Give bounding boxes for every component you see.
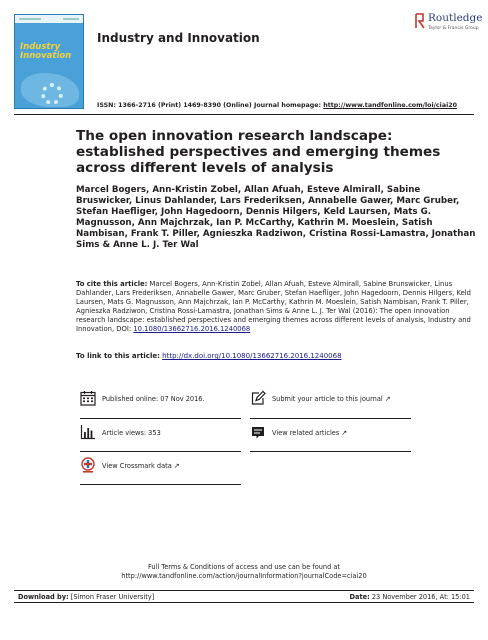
cover-title: Industry Innovation: [20, 42, 72, 61]
divider: [80, 484, 241, 485]
citation-block: [76, 280, 476, 333]
publisher-logo: [415, 12, 483, 36]
journal-cover-image: [14, 14, 84, 109]
crossmark-link[interactable]: [80, 457, 240, 479]
citation-label: To cite this article:: [76, 280, 148, 288]
divider: [250, 418, 411, 419]
article-title: The open innovation research landscape: established perspectives and emerging themes across different levels of analysis: [76, 128, 441, 176]
crossmark-icon: [80, 457, 96, 473]
related-articles-icon: [250, 424, 266, 440]
submit-article-link[interactable]: [250, 390, 410, 412]
terms-link[interactable]: http://www.tandfonline.com/action/journalInformation?journalCode=ciai20: [121, 572, 367, 580]
routledge-logo-icon: [415, 13, 425, 29]
crossmark-label: View Crossmark data: [102, 462, 172, 470]
download-date: Date: 23 November 2016, At: 15:01: [349, 593, 470, 601]
download-info: Download by: [Simon Fraser University]: [18, 593, 155, 601]
related-articles-label: View related articles: [272, 429, 340, 437]
journal-name[interactable]: Industry and Innovation: [97, 31, 260, 45]
published-info: [80, 390, 240, 412]
link-label: To link to this article:: [76, 352, 160, 360]
divider: [250, 451, 411, 452]
calendar-icon: [80, 390, 96, 406]
divider: [80, 418, 241, 419]
publisher-sub: Taylor & Francis Group: [428, 26, 479, 31]
issn-line: ISSN: 1366-2716 (Print) 1469-8390 (Online) Journal homepage: http://www.tandfonline.com/loi/ciai20: [97, 102, 457, 109]
download-bar: [14, 590, 474, 603]
article-views: [80, 424, 240, 446]
published-date: Published online: 07 Nov 2016.: [102, 395, 205, 403]
terms-text: Full Terms & Conditions of access and use can be found at: [147, 563, 341, 571]
terms-notice: [0, 563, 488, 581]
publisher-name: Routledge: [428, 12, 483, 24]
citation-text: Marcel Bogers, Ann-Kristin Zobel, Allan Afuah, Esteve Almirall, Sabine Brunswicker, Linus Dahlander, Lars Frederiksen, Annabelle Gawer, Marc Gruber, Stefan Haefliger, John Hagedoorn, Dennis Hilgers, Keld Laursen, Mats G. Magnusson, Ann Majchrzak, Ian P. McCarthy, Kathrin M. Moeslein, Satish Nambisan, Frank T. Piller, Agnieszka Radziwon, Cristina Rossi-Lamastra, Jonathan Sims & Anne L. J. Ter Wal (2016): The open innovation research landscape: established perspectives and emerging themes across different levels of analysis, Industry and Innovation, DOI:: [76, 280, 471, 333]
divider: [14, 114, 474, 115]
related-articles-link[interactable]: [250, 424, 410, 446]
article-doi-link[interactable]: http://dx.doi.org/10.1080/13662716.2016.1240068: [162, 352, 342, 360]
submit-article-label: Submit your article to this journal: [272, 395, 383, 403]
external-link-icon: ↗: [341, 429, 348, 437]
author-list: Marcel Bogers, Ann-Kristin Zobel, Allan Afuah, Esteve Almirall, Sabine Bruswicker, Linus Dahlander, Lars Frederiksen, Annabelle Gawer, Marc Gruber, Stefan Haefliger, John Hagedoorn, Dennis Hilgers, Keld Laursen, Mats G. Magnusson, Ann Majchrzak, Ian P. McCarthy, Kathrin M. Moeslein, Satish Nambisan, Frank T. Piller, Agnieszka Radziwon, Cristina Rossi-Lamastra, Jonathan Sims & Anne L. J. Ter Wal: [76, 185, 476, 250]
journal-homepage-link[interactable]: http://www.tandfonline.com/loi/ciai20: [323, 102, 457, 109]
external-link-icon: ↗: [384, 395, 391, 403]
article-views-count: Article views: 353: [102, 429, 161, 437]
divider: [80, 451, 241, 452]
citation-doi-link[interactable]: 10.1080/13662716.2016.1240068: [133, 324, 251, 333]
edit-icon: [250, 390, 266, 406]
bar-chart-icon: [80, 424, 96, 440]
link-block: [76, 352, 476, 360]
external-link-icon: ↗: [173, 462, 180, 470]
